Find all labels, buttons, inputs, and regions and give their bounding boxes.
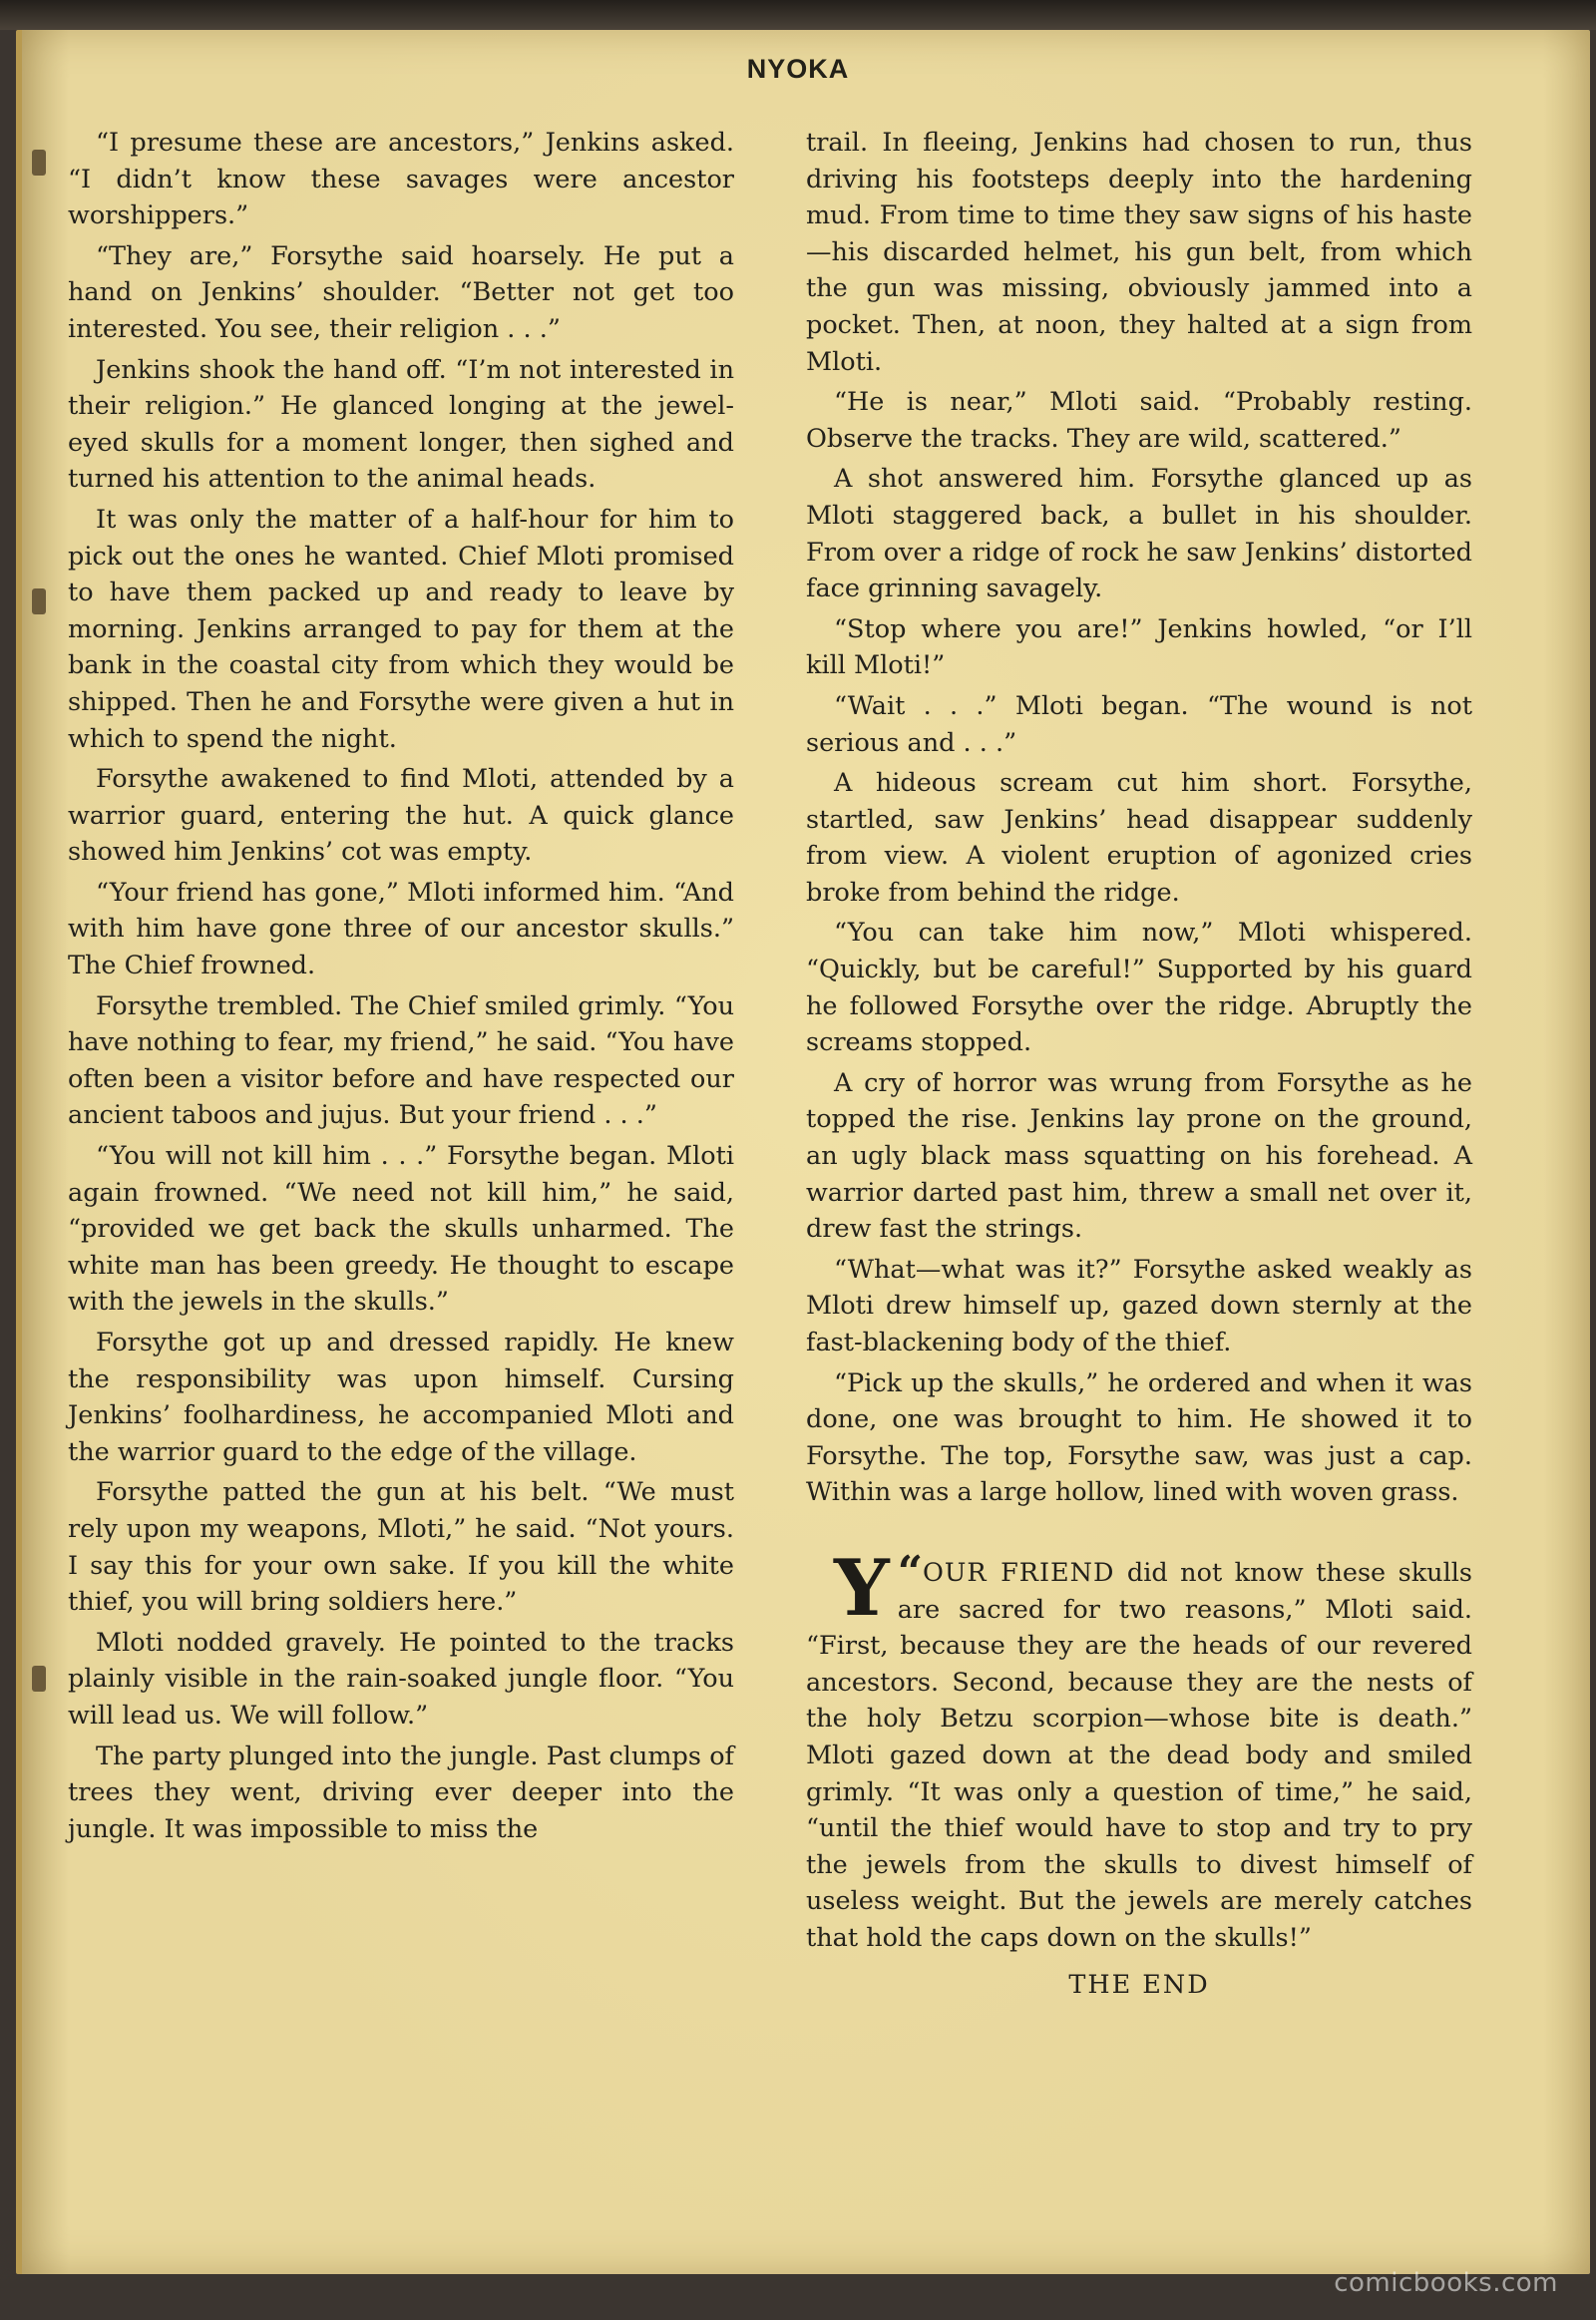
paragraph: “He is near,” Mloti said. “Probably resting. Observe the tracks. They are wild, scattered.”	[806, 387, 1472, 454]
paragraph: “Stop where you are!” Jenkins howled, “or I’ll kill Mloti!”	[806, 613, 1472, 681]
paragraph: A cry of horror was wrung from Forsythe as he topped the rise. Jenkins lay prone on the ground, an ugly black mass squatting on his forehead. A warrior darted past him, threw a small net over it, drew fast the strings.	[806, 1067, 1472, 1245]
paragraph: A shot answered him. Forsythe glanced up as Mloti staggered back, a bullet in his shoulder. From over a ridge of rock he saw Jenkins’ distorted face grinning savagely.	[806, 464, 1472, 604]
lead-caps: OUR FRIEND	[923, 1557, 1115, 1588]
right-column	[806, 125, 1472, 2007]
staple-mark	[32, 150, 46, 176]
drop-cap: Y	[834, 1542, 890, 1634]
paragraph: Forsythe trembled. The Chief smiled grimly. “You have nothing to fear, my friend,” he said. “You have often been a visitor before and have respected our ancient taboos and jujus. But your friend . . .”	[68, 990, 734, 1131]
paragraph: “You will not kill him . . .” Forsythe began. Mloti again frowned. “We need not kill him,” he said, “provided we get back the skulls unharmed. The white man has been greedy. He thought to escape with the jewels in the skulls.”	[68, 1141, 734, 1318]
paragraph: trail. In fleeing, Jenkins had chosen to run, thus driving his footsteps deeply into the hardening mud. From time to time they saw signs of his haste—his discarded helmet, his gun belt, from which the gun was missing, obviously jammed into a pocket. Then, at noon, they halted at a sign from Mloti.	[806, 128, 1472, 377]
paragraph: “Pick up the skulls,” he ordered and when it was done, one was brought to him. He showed it to Forsythe. The top, Forsythe saw, was just a cap. Within was a large hollow, lined with woven grass.	[806, 1367, 1472, 1508]
paragraph: “Wait . . .” Mloti began. “The wound is not serious and . . .”	[806, 690, 1472, 758]
left-column	[68, 125, 734, 1851]
paragraph: Forsythe awakened to find Mloti, attended by a warrior guard, entering the hut. A quick glance showed him Jenkins’ cot was empty.	[68, 764, 734, 868]
staple-mark	[32, 588, 46, 614]
watermark: comicbooks.com	[1334, 2268, 1558, 2298]
paragraph: “Your friend has gone,” Mloti informed him. “And with him have gone three of our ancestor skulls.” The Chief frowned.	[68, 877, 734, 981]
paragraph: It was only the matter of a half-hour for him to pick out the ones he wanted. Chief Mloti promised to have them packed up and ready to leave by morning. Jenkins arranged to pay for them at the bank in the coastal city from which they would be shipped. Then he and Forsythe were given a hut in which to spend the night.	[68, 504, 734, 754]
the-end: THE END	[1068, 1969, 1210, 2000]
paragraph: “They are,” Forsythe said hoarsely. He put a hand on Jenkins’ shoulder. “Better not get too interested. You see, their religion . . .”	[68, 240, 734, 344]
closing-paragraph-text: did not know these skulls are sacred for two reasons,” Mloti said. “First, because they are the heads of our revered ancestors. Second, because they are the nests of the holy Betzu scorpion—whose bite is death.” Mloti gazed down at the dead body and smiled grimly. “It was only a question of time,” he said, “until the thief would have to stop and try to pry the jewels from the skulls to divest himself of useless weight. But the jewels are merely catches that hold the caps down on the skulls!”	[806, 1557, 1472, 1953]
paragraph: Forsythe patted the gun at his belt. “We must rely upon my weapons, Mloti,” he said. “Not yours. I say this for your own sake. If you kill the white thief, you will bring soldiers here.”	[68, 1477, 734, 1618]
binding-strip	[0, 0, 1596, 30]
paragraph: The party plunged into the jungle. Past clumps of trees they went, driving ever deeper into the jungle. It was impossible to miss the	[68, 1740, 734, 1844]
staple-mark	[32, 1666, 46, 1692]
closing-paragraph	[806, 1542, 1472, 1957]
paragraph: A hideous scream cut him short. Forsythe, startled, saw Jenkins’ head disappear suddenly from view. A violent eruption of agonized cries broke from behind the ridge.	[806, 768, 1472, 908]
open-quote-mark: “	[897, 1546, 923, 1598]
paragraph: “I presume these are ancestors,” Jenkins asked. “I didn’t know these savages were ancestor worshippers.”	[68, 128, 734, 231]
running-title: NYOKA	[746, 54, 850, 84]
paragraph: “You can take him now,” Mloti whispered. “Quickly, but be careful!” Supported by his guard he followed Forsythe over the ridge. Abruptly the screams stopped.	[806, 918, 1472, 1058]
paragraph: Forsythe got up and dressed rapidly. He knew the responsibility was upon himself. Cursing Jenkins’ foolhardiness, he accompanied Mloti and the warrior guard to the edge of the village.	[68, 1328, 734, 1467]
paragraph: Jenkins shook the hand off. “I’m not interested in their religion.” He glanced longing at the jewel-eyed skulls for a moment longer, then sighed and turned his attention to the animal heads.	[68, 354, 734, 495]
paragraph: Mloti nodded gravely. He pointed to the tracks plainly visible in the rain-soaked jungle floor. “You will lead us. We will follow.”	[68, 1627, 734, 1731]
paragraph: “What—what was it?” Forsythe asked weakly as Mloti drew himself up, gazed down sternly at the fast-blackening body of the thief.	[806, 1254, 1472, 1357]
